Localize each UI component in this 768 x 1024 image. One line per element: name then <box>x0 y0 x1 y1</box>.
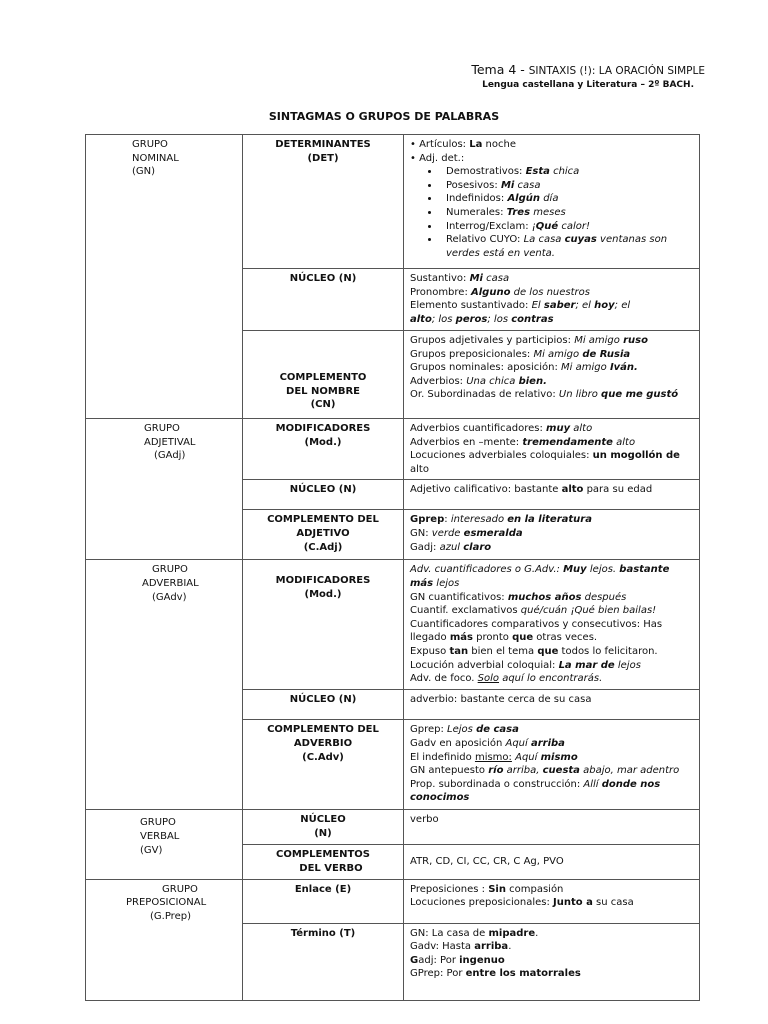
desc-modificadores-gadj: Adverbios cuantificadores: muy alto Adverbios en –mente: tremendamente alto Locuciones adverbiales coloquiales: un mogollón de alto <box>404 419 700 480</box>
group-adverbial: GRUPO ADVERBIAL (GAdv) <box>86 560 243 810</box>
desc-complemento-adverbio: Gprep: Lejos de casa Gadv en aposición Aquí arriba El indefinido mismo: Aquí mismo GN antepuesto río arriba, cuesta abajo, mar adentro Prop. subordinada o construcción: Allí donde nos conocimos <box>404 720 700 810</box>
sub-determinantes: DETERMINANTES (DET) <box>243 135 404 269</box>
desc-nucleo-gadv: adverbio: bastante cerca de su casa <box>404 690 700 720</box>
desc-modificadores-gadv: Adv. cuantificadores o G.Adv.: Muy lejos. bastante más lejos GN cuantificativos: muchos años después Cuantif. exclamativos qué/cuán ¡Qué bien bailas! Cuantificadores comparativos y consecutivos: Has llegado más pronto que otras veces. Expuso tan bien el tema que todos lo felicitaron. Locución adverbial coloquial: La mar de lejos Adv. de foco. Solo aquí lo encontrarás. <box>404 560 700 690</box>
desc-complemento-adjetivo: Gprep: interesado en la literatura GN: verde esmeralda Gadj: azul claro <box>404 510 700 560</box>
sub-nucleo-gv: NÚCLEO (N) <box>243 810 404 845</box>
list-item: • Numerales: Tres meses <box>440 206 693 220</box>
table-row <box>86 135 700 269</box>
syntagm-table <box>85 134 700 1001</box>
group-adjetival: GRUPO ADJETIVAL (GAdj) <box>86 419 243 560</box>
table-row <box>86 560 700 690</box>
group-preposicional: GRUPO PREPOSICIONAL (G.Prep) <box>86 879 243 1000</box>
sub-complemento-adjetivo: COMPLEMENTO DEL ADJETIVO (C.Adj) <box>243 510 404 560</box>
determiner-list <box>422 165 693 260</box>
sub-complemento-nombre: COMPLEMENTO DEL NOMBRE (CN) <box>243 331 404 419</box>
sub-enlace: Enlace (E) <box>243 879 404 923</box>
header-course: Lengua castellana y Literatura – 2º BACH. <box>482 80 694 90</box>
list-item: • Relativo CUYO: La casa cuyas ventanas son verdes está en venta. <box>440 233 693 260</box>
desc-enlace: Preposiciones : Sin compasión Locuciones preposicionales: Junto a su casa <box>404 879 700 923</box>
desc-nucleo-gn: Sustantivo: Mi casa Pronombre: Alguno de los nuestros Elemento sustantivado: El saber; el hoy; el alto; los peros; los contras <box>404 269 700 331</box>
desc-complemento-nombre: Grupos adjetivales y participios: Mi amigo ruso Grupos preposicionales: Mi amigo de Rusia Grupos nominales: aposición: Mi amigo Iván. Adverbios: Una chica bien. Or. Subordinadas de relativo: Un libro que me gustó <box>404 331 700 419</box>
page-title: SINTAGMAS O GRUPOS DE PALABRAS <box>268 110 500 123</box>
sub-modificadores-gadj: MODIFICADORES (Mod.) <box>243 419 404 480</box>
sub-complemento-adverbio: COMPLEMENTO DEL ADVERBIO (C.Adv) <box>243 720 404 810</box>
desc-nucleo-gadj: Adjetivo calificativo: bastante alto para su edad <box>404 480 700 510</box>
group-nominal: GRUPO NOMINAL (GN) <box>86 135 243 419</box>
header-topic <box>471 62 705 77</box>
sub-nucleo-gadv: NÚCLEO (N) <box>243 690 404 720</box>
list-item: • Posesivos: Mi casa <box>440 179 693 193</box>
list-item: • Indefinidos: Algún día <box>440 192 693 206</box>
desc-termino: GN: La casa de mipadre. Gadv: Hasta arriba. Gadj: Por ingenuo GPrep: Por entre los matorrales <box>404 923 700 1000</box>
desc-nucleo-gv: verbo <box>404 810 700 845</box>
table-row <box>86 810 700 845</box>
sub-termino: Término (T) <box>243 923 404 1000</box>
sub-nucleo-gn: NÚCLEO (N) <box>243 269 404 331</box>
table-row <box>86 419 700 480</box>
sub-complementos-verbo: COMPLEMENTOS DEL VERBO <box>243 845 404 879</box>
list-item: • Demostrativos: Esta chica <box>440 165 693 179</box>
sub-modificadores-gadv: MODIFICADORES (Mod.) <box>243 560 404 690</box>
header-subtitle: SINTAXIS (!): LA ORACIÓN SIMPLE <box>528 65 705 77</box>
table-row <box>86 879 700 923</box>
desc-complementos-verbo: ATR, CD, CI, CC, CR, C Ag, PVO <box>404 845 700 879</box>
sub-nucleo-gadj: NÚCLEO (N) <box>243 480 404 510</box>
list-item: • Interrog/Exclam: ¡Qué calor! <box>440 220 693 234</box>
header-tema: Tema 4 - <box>471 62 529 77</box>
group-verbal: GRUPO VERBAL (GV) <box>86 810 243 879</box>
desc-determinantes: • Artículos: La noche • Adj. det.: • Demostrativos: Esta chica • Posesivos: Mi casa • Indefinidos: Algún día • Numerales: Tres meses • Interrog/Exclam: ¡Qué calor! • Relativo CUYO: La casa cuyas ventanas son verdes está en venta. <box>404 135 700 269</box>
